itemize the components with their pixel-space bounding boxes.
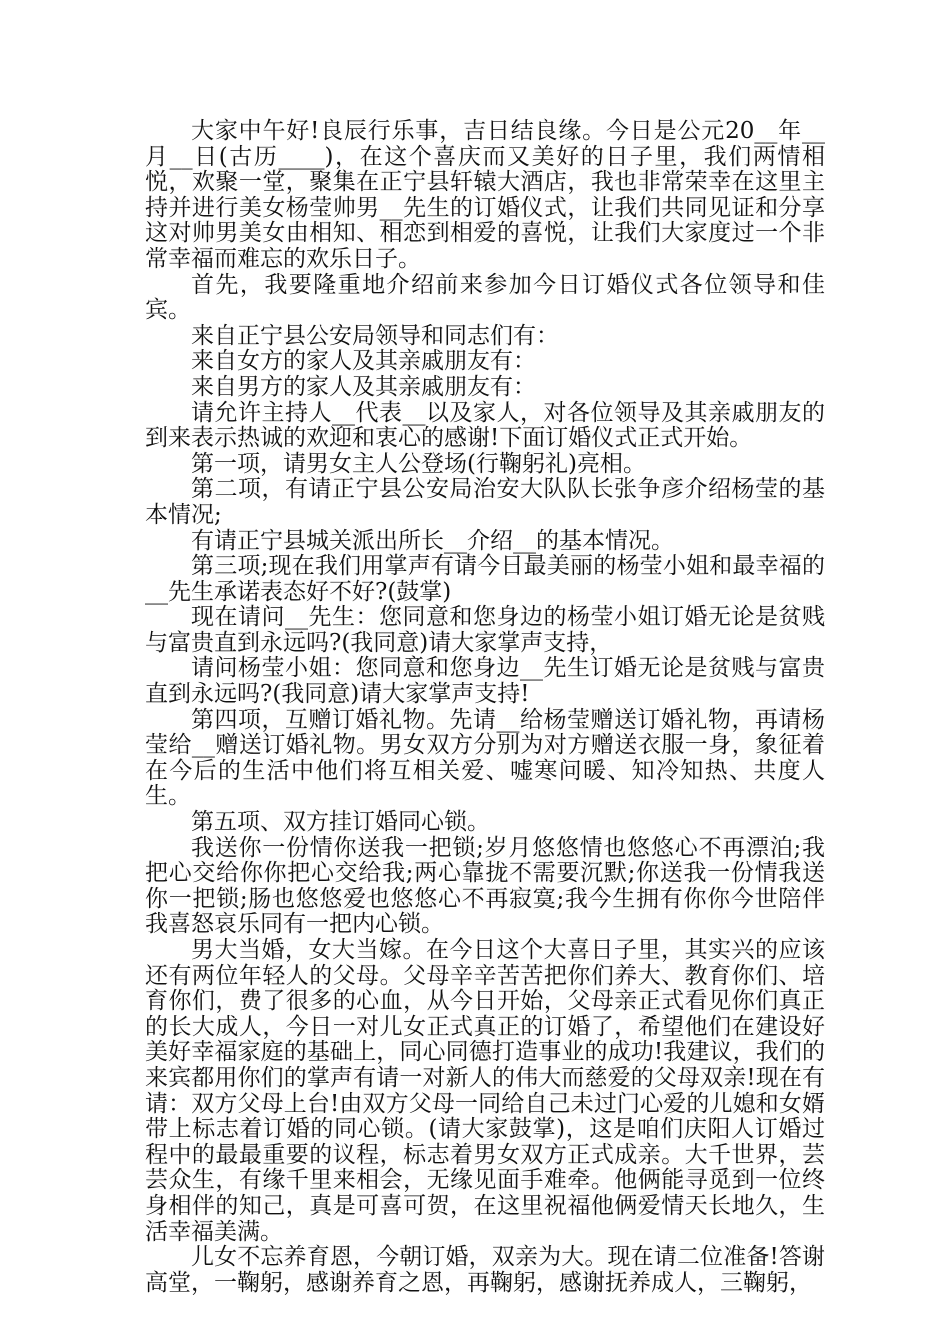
paragraph-welcome-thanks: 请允许主持人__代表__以及家人，对各位领导及其亲戚朋友的到来表示热诚的欢迎和衷心的感谢!下面订婚仪式正式开始。 [145,399,825,452]
paragraph-introduce-guests: 首先，我要隆重地介绍前来参加今日订婚仪式各位领导和佳宾。 [145,271,825,324]
paragraph-lock-poem: 我送你一份情你送我一把锁;岁月悠悠情也悠悠心不再漂泊;我把心交给你你把心交给我;两心靠拢不需要沉默;你送我一份情我送你一把锁;肠也悠悠爱也悠悠心不再寂寞;我今生拥有你你今世陪伴我喜怒哀乐同有一把内心锁。 [145,834,825,938]
paragraph-step-two-b: 有请正宁县城关派出所长__介绍__的基本情况。 [191,527,674,554]
paragraph-step-two: 第二项，有请正宁县公安局治安大队队长张争彦介绍杨莹的基本情况; [145,476,825,528]
document-body [145,119,825,1296]
paragraph-bride-family: 来自女方的家人及其亲戚朋友有： [191,348,536,375]
paragraph-step-five: 第五项、双方挂订婚同心锁。 [191,809,490,836]
paragraph-bow-to-parents: 儿女不忘养育恩，今朝订婚，双亲为大。现在请二位准备!答谢高堂，一鞠躬，感谢养育之恩，再鞠躬，感谢抚养成人，三鞠躬， [145,1244,825,1296]
paragraph-ask-groom: 现在请问__先生：您同意和您身边的杨莹小姐订婚无论是贫贱与富贵直到永远吗?(我同意)请大家掌声支持， [145,604,825,656]
paragraph-ask-bride: 请问杨莹小姐：您同意和您身边__先生订婚无论是贫贱与富贵直到永远吗?(我同意)请大家掌声支持! [145,655,825,708]
paragraph-greeting: 大家中午好!良辰行乐事，吉日结良缘。今日是公元20__年__月__日(古历____)，在这个喜庆而又美好的日子里，我们两情相悦，欢聚一堂，聚集在正宁县轩辕大酒店，我也非常荣幸在这里主持并进行美女杨莹帅男__先生的订婚仪式，让我们共同见证和分享这对帅男美女由相知、相恋到相爱的喜悦，让我们大家度过一个非常幸福而难忘的欢乐日子。 [145,118,825,272]
paragraph-groom-family: 来自男方的家人及其亲戚朋友有： [191,373,536,400]
paragraph-parents: 男大当婚，女大当嫁。在今日这个大喜日子里，其实兴的应该还有两位年轻人的父母。父母辛辛苦苦把你们养大、教育你们、培育你们，费了很多的心血，从今日开始，父母亲正式看见你们真正的长大成人，今日一对儿女正式真正的订婚了，希望他们在建设好美好幸福家庭的基础上，同心同德打造事业的成功!我建议，我们的来宾都用你们的掌声有请一对新人的伟大而慈爱的父母双亲!现在有请：双方父母上台!由双方父母一同给自己未过门心爱的儿媳和女婿带上标志着订婚的同心锁。(请大家鼓掌)，这是咱们庆阳人订婚过程中的最最重要的议程，标志着男女双方正式成亲。大千世界，芸芸众生，有缘千里来相会，无缘见面手难牵。他俩能寻觅到一位终身相伴的知己，真是可喜可贺，在这里祝福他俩爱情天长地久，生活幸福美满。 [145,937,825,1245]
paragraph-step-one: 第一项，请男女主人公登场(行鞠躬礼)亮相。 [191,450,646,477]
paragraph-step-four: 第四项，互赠订婚礼物。先请__给杨莹赠送订婚礼物，再请杨莹给__赠送订婚礼物。男女双方分别为对方赠送衣服一身，象征着在今后的生活中他们将互相关爱、嘘寒问暖、知冷知热、共度人生。 [145,706,825,810]
paragraph-step-three: 第三项;现在我们用掌声有请今日最美丽的杨莹小姐和最幸福的__先生承诺表态好不好?(鼓掌) [145,553,825,605]
paragraph-police-guests: 来自正宁县公安局领导和同志们有： [191,322,559,349]
